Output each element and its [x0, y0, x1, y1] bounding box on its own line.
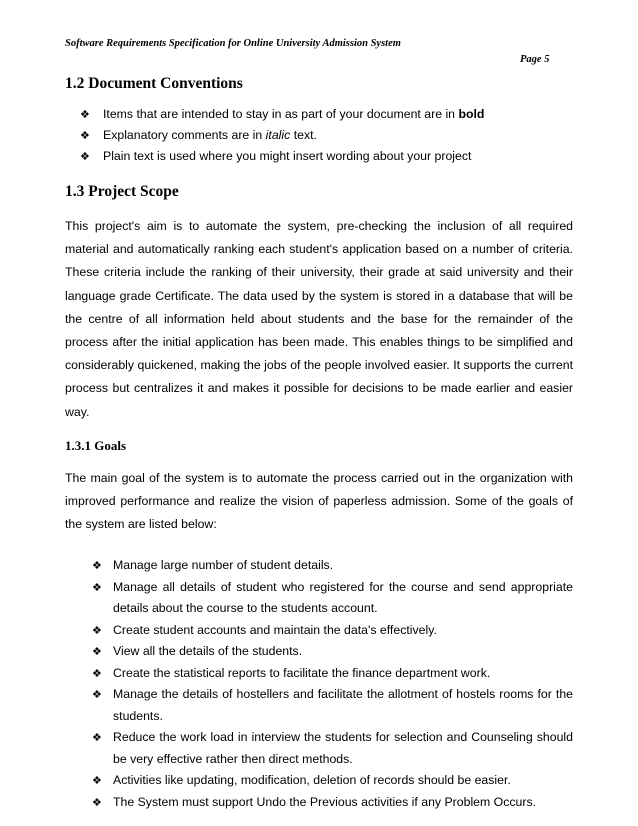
conventions-list — [77, 104, 573, 167]
italic-word: italic — [265, 128, 291, 142]
diamond-bullet-icon: ❖ — [80, 108, 90, 121]
list-item: ❖ The System must support Undo the Previous activities if any Problem Occurs. — [90, 792, 573, 814]
header-title: Software Requirements Specification for Online University Admission System — [65, 38, 401, 49]
goals-paragraph: The main goal of the system is to automate the process carried out in the organization with improved performance and realize the vision of paperless admission. Some of the goals of the system are listed below: — [65, 470, 573, 532]
diamond-bullet-icon: ❖ — [92, 623, 102, 637]
list-item: ❖ Explanatory comments are in italic text. — [77, 125, 573, 146]
list-item: ❖ View all the details of the students. — [90, 641, 573, 663]
list-item: ❖ Activities like updating, modification, deletion of records should be easier. — [90, 770, 573, 792]
section-heading-document-conventions: 1.2 Document Conventions — [65, 75, 243, 92]
list-item: ❖ Manage all details of student who registered for the course and send appropriate details about the course to the students account. — [90, 577, 573, 620]
diamond-bullet-icon: ❖ — [92, 645, 102, 659]
list-item: ❖ Items that are intended to stay in as part of your document are in bold — [77, 104, 573, 125]
page-number: Page 5 — [520, 54, 550, 65]
page-content — [65, 74, 573, 813]
section-heading-project-scope: 1.3 Project Scope — [65, 183, 179, 200]
project-scope-paragraph: This project's aim is to automate the system, pre-checking the inclusion of all required material and automatically ranking each student's application based on a number of criteria. These criteria include the ranking of their university, their grade at said university and their language grade Certificate. The data used by the system is stored in a database that will be the centre of all information held about students and the base for the remainder of the process after the initial application has been made. This enables things to be simplified and considerably quickened, making the jobs of the people involved easier. It supports the current process but centralizes it and makes it possible for decisions to be made earlier and easier way. — [65, 219, 573, 419]
list-item: ❖ Manage large number of student details. — [90, 555, 573, 577]
diamond-bullet-icon: ❖ — [80, 150, 90, 163]
diamond-bullet-icon: ❖ — [92, 559, 102, 573]
diamond-bullet-icon: ❖ — [92, 795, 102, 809]
diamond-bullet-icon: ❖ — [80, 129, 90, 142]
bold-word: bold — [458, 107, 485, 121]
diamond-bullet-icon: ❖ — [92, 580, 102, 594]
diamond-bullet-icon: ❖ — [92, 774, 102, 788]
diamond-bullet-icon: ❖ — [92, 688, 102, 702]
list-item: ❖ Manage the details of hostellers and facilitate the allotment of hostels rooms for the students. — [90, 684, 573, 727]
goals-list — [90, 555, 573, 813]
diamond-bullet-icon: ❖ — [92, 666, 102, 680]
list-item: ❖ Create student accounts and maintain the data's effectively. — [90, 620, 573, 642]
list-item: ❖ Create the statistical reports to facilitate the finance department work. — [90, 663, 573, 685]
diamond-bullet-icon: ❖ — [92, 731, 102, 745]
list-item: ❖ Reduce the work load in interview the students for selection and Counseling should be very effective rather then direct methods. — [90, 727, 573, 770]
subsection-heading-goals: 1.3.1 Goals — [65, 437, 127, 453]
list-item: ❖ Plain text is used where you might insert wording about your project — [77, 146, 573, 167]
